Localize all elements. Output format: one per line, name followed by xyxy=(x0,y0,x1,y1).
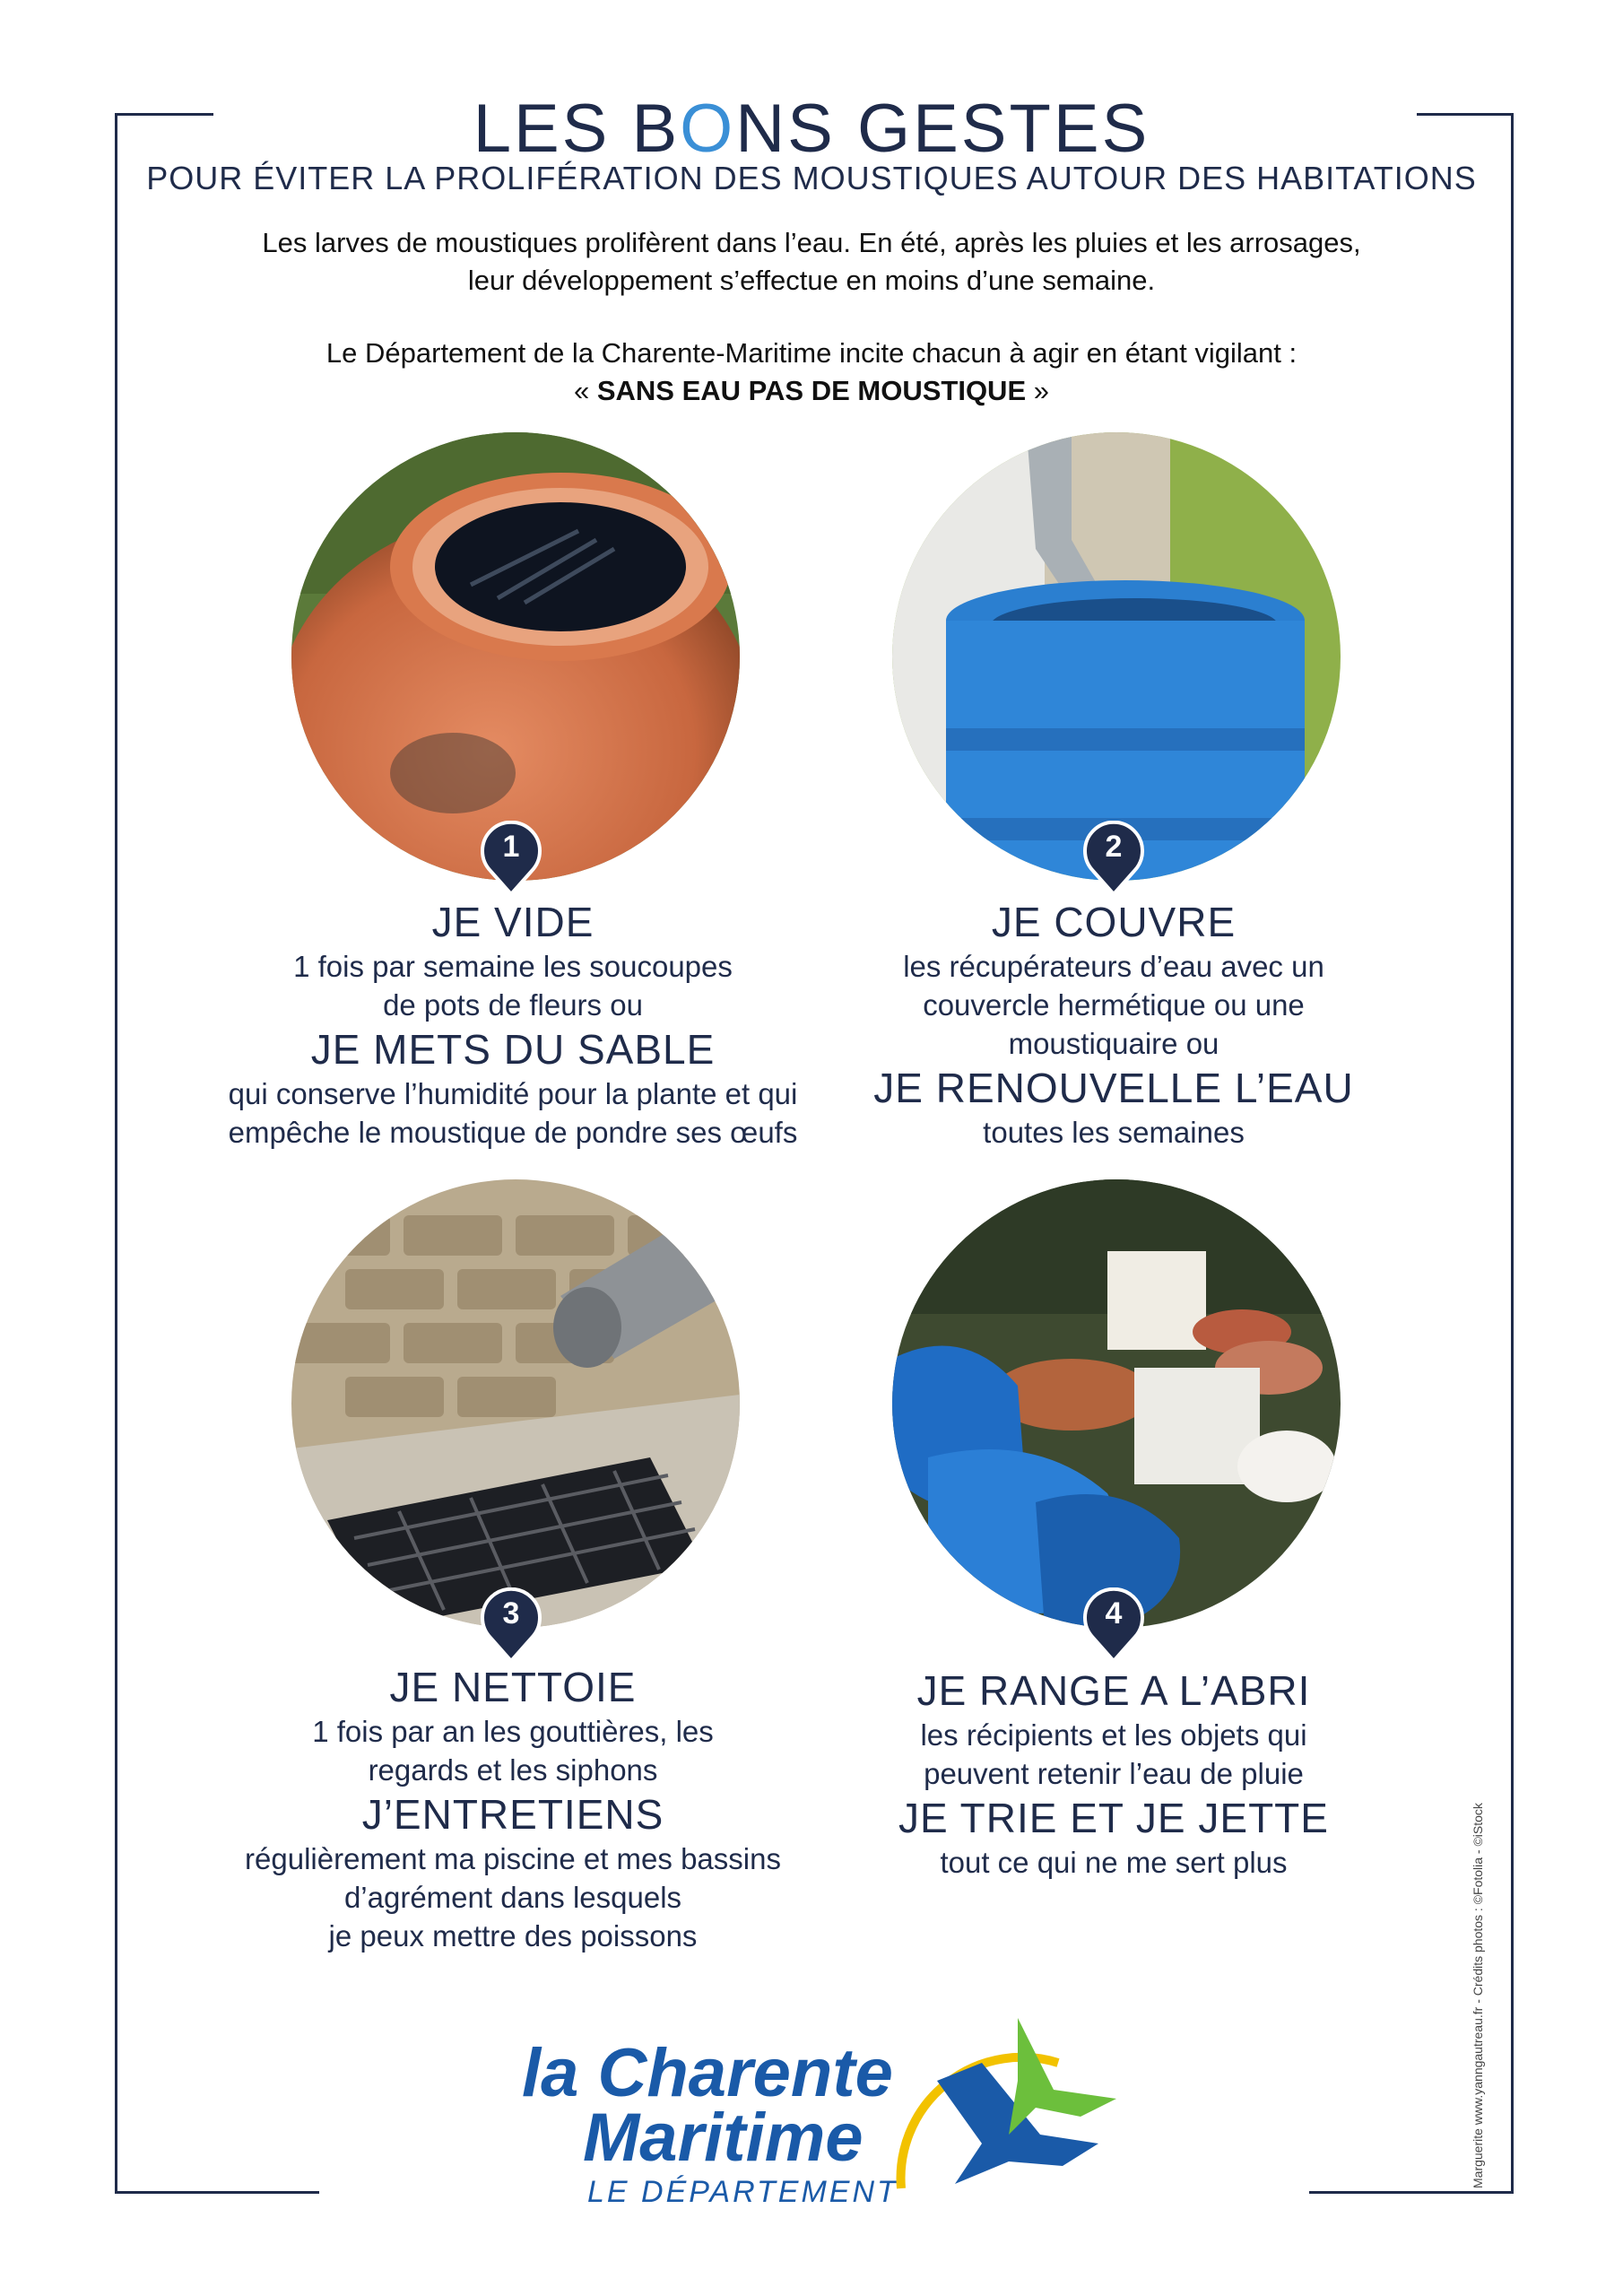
frame-bottom-right xyxy=(1309,2191,1514,2194)
step-1-text-line: qui conserve l’humidité pour la plante et qui xyxy=(228,1077,798,1110)
step-3-text-line: je peux mettre des poissons xyxy=(328,1919,698,1952)
step-1-text-line: de pots de fleurs ou xyxy=(383,988,643,1022)
step-2-heading-alt: JE RENOUVELLE L’EAU xyxy=(873,1065,1354,1111)
step-1-heading: JE VIDE xyxy=(431,899,595,945)
step-1-number-pin: 1 xyxy=(480,821,542,896)
step-4-heading: JE RANGE A L’ABRI xyxy=(916,1667,1311,1714)
step-3-number-pin: 3 xyxy=(480,1587,542,1663)
step-4-number-pin: 4 xyxy=(1082,1587,1145,1663)
logo-line-3: LE DÉPARTEMENT xyxy=(587,2175,898,2209)
photo-credits: Marguerite www.yanngautreau.fr - Crédits photos : ©Fotolia - ©iStock xyxy=(1471,1803,1485,2188)
page-title: LES BONS GESTES xyxy=(473,91,1150,167)
step-3-text-line: regards et les siphons xyxy=(368,1753,658,1787)
title-o-letter: O xyxy=(680,91,736,167)
step-2-text-line: moustiquaire ou xyxy=(1008,1027,1219,1060)
step-3-text-line: 1 fois par an les gouttières, les xyxy=(312,1715,714,1748)
step-3-text-line: d’agrément dans lesquels xyxy=(343,1881,682,1914)
frame-left xyxy=(115,113,117,2194)
step-1-text-line: empêche le moustique de pondre ses œufs xyxy=(228,1116,798,1149)
step-4-heading-alt: JE TRIE ET JE JETTE xyxy=(898,1795,1329,1841)
intro-line: Le Département de la Charente-Maritime incite chacun à agir en étant vigilant : xyxy=(325,337,1298,369)
step-3-block xyxy=(199,1662,827,1955)
step-2-text-line: toutes les semaines xyxy=(983,1116,1245,1149)
photo-terracotta-jar xyxy=(291,432,740,881)
step-4-block xyxy=(800,1665,1428,1882)
step-3-text-line: régulièrement ma piscine et mes bassins xyxy=(245,1842,781,1875)
logo-line-2: Maritime xyxy=(583,2100,864,2176)
intro-line: Les larves de moustiques prolifèrent dans l’eau. En été, après les pluies et les arrosages, xyxy=(262,227,1361,258)
photo-rain-barrel xyxy=(892,432,1341,881)
step-2-text-line: les récupérateurs d’eau avec un xyxy=(903,950,1324,983)
step-4-text-line: peuvent retenir l’eau de pluie xyxy=(924,1757,1304,1790)
step-2-text-line: couvercle hermétique ou une xyxy=(923,988,1305,1022)
intro-paragraph-1 xyxy=(0,224,1623,300)
logo-birds-icon xyxy=(883,2009,1125,2197)
step-1-heading-alt: JE METS DU SABLE xyxy=(310,1026,716,1073)
step-2-block xyxy=(800,897,1428,1152)
logo-line-1: la Charente xyxy=(522,2035,893,2111)
page-subtitle: POUR ÉVITER LA PROLIFÉRATION DES MOUSTIQUES AUTOUR DES HABITATIONS xyxy=(146,160,1477,196)
intro-paragraph-2 xyxy=(0,335,1623,410)
step-3-heading: JE NETTOIE xyxy=(389,1664,637,1710)
frame-bottom-left xyxy=(115,2191,319,2194)
step-4-text-line: tout ce qui ne me sert plus xyxy=(940,1846,1288,1879)
step-4-text-line: les récipients et les objets qui xyxy=(920,1718,1307,1752)
slogan: « SANS EAU PAS DE MOUSTIQUE » xyxy=(574,375,1049,406)
step-1-block xyxy=(199,897,827,1152)
photo-drain-grate xyxy=(291,1179,740,1628)
photo-clutter-pots xyxy=(892,1179,1341,1628)
step-2-heading: JE COUVRE xyxy=(991,899,1237,945)
step-1-text-line: 1 fois par semaine les soucoupes xyxy=(293,950,733,983)
intro-line: leur développement s’effectue en moins d’une semaine. xyxy=(467,265,1156,296)
step-3-heading-alt: J’ENTRETIENS xyxy=(361,1791,664,1838)
step-2-number-pin: 2 xyxy=(1082,821,1145,896)
frame-right xyxy=(1511,113,1514,2194)
